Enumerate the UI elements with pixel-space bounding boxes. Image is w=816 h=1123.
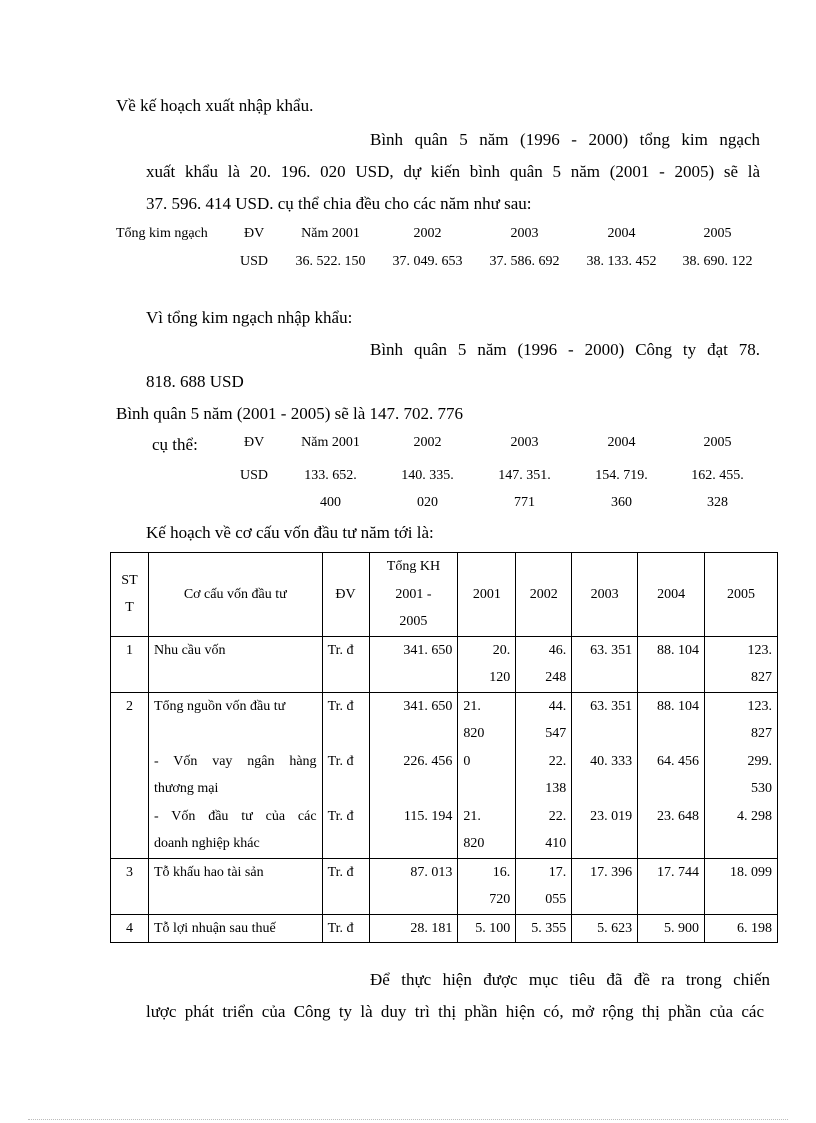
sub-item-bank-loan: - Vốn vay ngân hàng <box>153 753 317 769</box>
row-2005: 123. 827 299. 530 4. 298 <box>705 692 778 858</box>
import-para-line2: 818. 688 USD <box>146 372 244 391</box>
import-year-header: 2002 <box>413 435 442 450</box>
export-table-dv-header: ĐV <box>244 226 265 241</box>
import-value: 133. 652. <box>304 468 357 483</box>
header-year: 2002 <box>516 553 572 637</box>
export-value: 37. 049. 653 <box>392 254 463 269</box>
import-para-line1: Bình quân 5 năm (1996 - 2000) Công ty đạt 78. <box>370 340 760 359</box>
row-2003: 63. 351 40. 333 23. 019 <box>572 692 638 858</box>
import-para-line3: Bình quân 5 năm (2001 - 2005) sẽ là 147. 702. 776 <box>116 404 464 423</box>
row-total: 341. 650 226. 456 115. 194 <box>369 692 458 858</box>
export-unit: USD <box>240 254 269 269</box>
export-para-line1: Bình quân 5 năm (1996 - 2000) tổng kim ngạch <box>370 130 760 149</box>
row-2005: 6. 198 <box>705 914 778 943</box>
row-2003: 63. 351 <box>572 636 638 692</box>
row-stt: 3 <box>111 858 149 914</box>
row-stt: 4 <box>111 914 149 943</box>
export-para-line3: 37. 596. 414 USD. cụ thể chia đều cho các năm như sau: <box>146 194 532 213</box>
row-2001: 21. 820 0 21. 820 <box>458 692 516 858</box>
export-year-header: Năm 2001 <box>301 226 360 241</box>
import-value: 360 <box>611 495 632 510</box>
table-header-row <box>111 553 778 637</box>
table-row <box>111 692 778 858</box>
page-divider <box>28 1119 788 1120</box>
row-2003: 5. 623 <box>572 914 638 943</box>
row-2002: 46. 248 <box>516 636 572 692</box>
row-2001: 16. 720 <box>458 858 516 914</box>
import-table-label: cụ thể: <box>152 435 198 454</box>
row-2002: 5. 355 <box>516 914 572 943</box>
row-total: 87. 013 <box>369 858 458 914</box>
header-structure: Cơ cấu vốn đầu tư <box>148 553 322 637</box>
header-dv: ĐV <box>322 553 369 637</box>
export-year-header: 2005 <box>703 226 732 241</box>
row-label: Nhu cầu vốn <box>148 636 322 692</box>
row-label: Tỗ lợi nhuận sau thuế <box>148 914 322 943</box>
row-stt: 1 <box>111 636 149 692</box>
export-year-header: 2002 <box>413 226 442 241</box>
export-value: 37. 586. 692 <box>489 254 560 269</box>
closing-para-line2: lược phát triển của Công ty là duy trì thị phần hiện có, mở rộng thị phần của các <box>146 1002 764 1021</box>
row-2004: 5. 900 <box>638 914 705 943</box>
export-year-header: 2003 <box>510 226 539 241</box>
table-row <box>111 636 778 692</box>
row-2005: 123. 827 <box>705 636 778 692</box>
import-value: 147. 351. <box>498 468 551 483</box>
export-para-line2: xuất khẩu là 20. 196. 020 USD, dự kiến bình quân 5 năm (2001 - 2005) sẽ là <box>146 162 760 181</box>
import-value: 328 <box>707 495 728 510</box>
row-dv: Tr. đ <box>322 914 369 943</box>
export-table-label: Tổng kim ngạch <box>116 226 208 241</box>
row-2001: 5. 100 <box>458 914 516 943</box>
capital-structure-table <box>110 552 778 943</box>
row-dv: Tr. đ Tr. đ Tr. đ <box>322 692 369 858</box>
export-value: 38. 133. 452 <box>586 254 657 269</box>
row-total: 28. 181 <box>369 914 458 943</box>
row-2002: 44. 547 22. 138 22. 410 <box>516 692 572 858</box>
export-value: 36. 522. 150 <box>295 254 366 269</box>
row-total: 341. 650 <box>369 636 458 692</box>
closing-para-line1: Để thực hiện được mục tiêu đã đề ra trong chiến <box>370 970 770 989</box>
row-label: Tổng nguồn vốn đầu tư - Vốn vay ngân hàng thương mại - Vốn đầu tư của các doanh nghiệp khác <box>148 692 322 858</box>
import-unit: USD <box>240 468 269 483</box>
row-2001: 20. 120 <box>458 636 516 692</box>
header-year: 2004 <box>638 553 705 637</box>
row-dv: Tr. đ <box>322 858 369 914</box>
row-2003: 17. 396 <box>572 858 638 914</box>
row-label: Tỗ khấu hao tài sản <box>148 858 322 914</box>
import-value: 771 <box>514 495 535 510</box>
import-table-dv-header: ĐV <box>244 435 265 450</box>
row-2004: 88. 104 64. 456 23. 648 <box>638 692 705 858</box>
section-heading: Về kế hoạch xuất nhập khẩu. <box>116 96 314 115</box>
header-year: 2001 <box>458 553 516 637</box>
row-stt: 2 <box>111 692 149 858</box>
header-year: 2003 <box>572 553 638 637</box>
table-row <box>111 858 778 914</box>
export-year-header: 2004 <box>607 226 636 241</box>
import-value: 020 <box>417 495 438 510</box>
import-year-header: 2005 <box>703 435 732 450</box>
header-total: Tổng KH 2001 - 2005 <box>369 553 458 637</box>
row-2002: 17. 055 <box>516 858 572 914</box>
import-value: 400 <box>320 495 341 510</box>
header-year: 2005 <box>705 553 778 637</box>
import-heading: Vì tổng kim ngạch nhập khẩu: <box>146 308 353 327</box>
header-stt: ST T <box>111 553 149 637</box>
table-row <box>111 914 778 943</box>
capital-heading: Kế hoạch về cơ cấu vốn đầu tư năm tới là: <box>146 523 434 542</box>
export-value: 38. 690. 122 <box>682 254 753 269</box>
sub-item-enterprise-investment: - Vốn đầu tư của các <box>153 808 317 824</box>
import-year-header: Năm 2001 <box>301 435 360 450</box>
row-2005: 18. 099 <box>705 858 778 914</box>
import-year-header: 2004 <box>607 435 636 450</box>
import-value: 154. 719. <box>595 468 648 483</box>
import-value: 162. 455. <box>691 468 744 483</box>
row-dv: Tr. đ <box>322 636 369 692</box>
import-year-header: 2003 <box>510 435 539 450</box>
row-2004: 88. 104 <box>638 636 705 692</box>
import-value: 140. 335. <box>401 468 454 483</box>
row-2004: 17. 744 <box>638 858 705 914</box>
